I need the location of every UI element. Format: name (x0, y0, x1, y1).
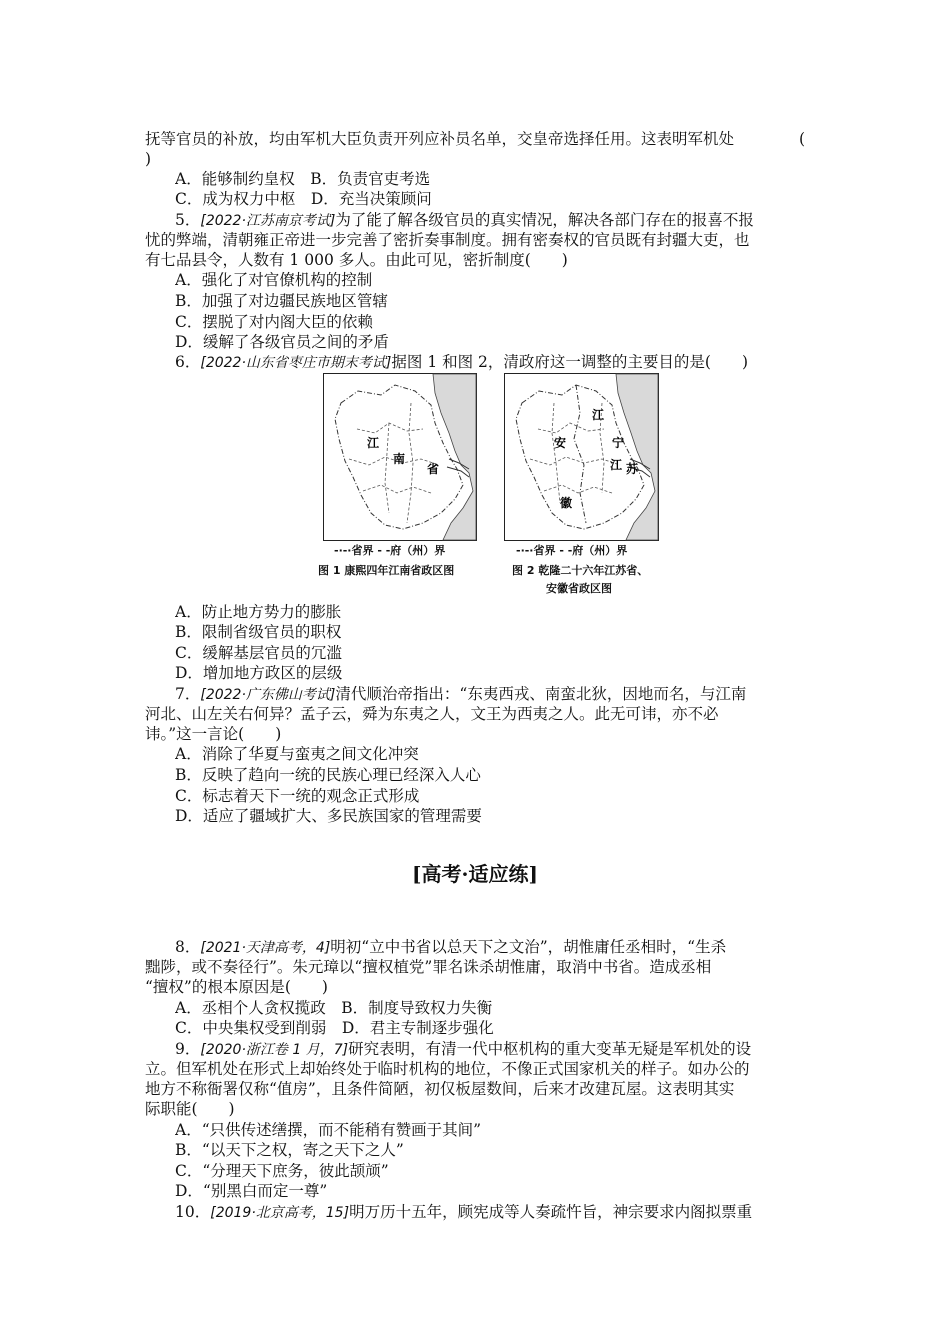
figure-2-map (504, 373, 659, 541)
map-label: 徽 (560, 496, 573, 510)
figure-1-map (323, 373, 477, 541)
option-line: B．限制省级官员的职权 (175, 623, 342, 641)
option-line: A．“只供传述缮撰，而不能稍有赞画于其间” (175, 1121, 482, 1139)
question-6-line: 6．[2022·山东省枣庄市期末考试]据图 1 和图 2，清政府这一调整的主要目的是( ) (175, 353, 748, 371)
text-line: 际职能( ) (145, 1100, 235, 1118)
question-source: [2022·广东佛山考试] (200, 687, 336, 703)
question-5-line: 5．[2022·江苏南京考试]为了能了解各级官员的真实情况，解决各部门存在的报喜不报 (175, 211, 754, 229)
figure-2-caption-line1: 图 2 乾隆二十六年江苏省、 (512, 564, 649, 577)
option-line: C．缓解基层官员的冗滥 (175, 644, 342, 662)
text-line: “擅权”的根本原因是( ) (145, 978, 328, 996)
option-line: D．适应了疆域扩大、多民族国家的管理需要 (175, 807, 482, 825)
text-line: 河北、山左关右何异？孟子云，舜为东夷之人，文王为西夷之人。此无可讳，亦不必 (145, 705, 719, 723)
figure-1-caption: 图 1 康熙四年江南省政区图 (318, 564, 455, 577)
question-source: [2022·江苏南京考试] (200, 213, 336, 229)
question-source: [2022·山东省枣庄市期末考试] (200, 355, 392, 371)
text-line: 地方不称衙署仅称“值房”，且条件简陋，初仅板屋数间，后来才改建瓦屋。这表明其实 (145, 1080, 735, 1098)
option-line: A．消除了华夏与蛮夷之间文化冲突 (175, 745, 419, 763)
map-label: 安 (554, 436, 567, 450)
option-line: A．丞相个人贪权揽政 B．制度导致权力失衡 (175, 999, 493, 1017)
text-line: 有七品县令，人数有 1 000 多人。由此可见，密折制度( ) (145, 251, 568, 269)
question-source: [2019·北京高考，15] (210, 1205, 350, 1221)
option-line: C．摆脱了对内阁大臣的依赖 (175, 313, 373, 331)
map-label: 苏 (626, 462, 639, 476)
figure-2-legend: -·-·省界 - -府（州）界 (516, 544, 628, 557)
map-label: 省 (427, 462, 440, 476)
option-line: C．成为权力中枢 D．充当决策顾问 (175, 190, 432, 208)
text-line: 忧的弊端，清朝雍正帝进一步完善了密折奏事制度。拥有密奏权的官员既有封疆大吏，也 (145, 231, 750, 249)
question-source: [2020·浙江卷 1 月，7] (200, 1042, 349, 1058)
option-line: B．“以天下之权，寄之天下之人” (175, 1141, 404, 1159)
option-line: A．防止地方势力的膨胀 (175, 603, 342, 621)
text-line: 立。但军机处在形式上却始终处于临时机构的地位，不像正式国家机关的样子。如办公的 (145, 1060, 750, 1078)
question-8-line: 8．[2021·天津高考，4]明初“立中书省以总天下之文治”，胡惟庸任丞相时，“生杀 (175, 938, 727, 956)
text-line: 讳。”这一言论( ) (145, 725, 282, 743)
question-10-line: 10．[2019·北京高考，15]明万历十五年，顾宪成等人奏疏忤旨，神宗要求内阁拟票重 (175, 1203, 753, 1221)
answer-bracket-open: ( (798, 130, 805, 148)
option-line: A．强化了对官僚机构的控制 (175, 271, 373, 289)
question-source: [2021·天津高考，4] (200, 940, 331, 956)
map-jiangsu-anhui-svg (504, 373, 659, 541)
figure-2-caption-line2: 安徽省政区图 (546, 582, 612, 595)
option-line: C．标志着天下一统的观念正式形成 (175, 787, 420, 805)
option-line: D．“别黑白而定一尊” (175, 1182, 328, 1200)
option-line: A．能够制约皇权 B．负责官吏考选 (175, 170, 431, 188)
map-label: 江 (592, 408, 605, 422)
map-label: 江 (367, 436, 380, 450)
map-label: 南 (393, 452, 406, 466)
option-line: D．增加地方政区的层级 (175, 664, 343, 682)
option-line: C．中央集权受到削弱 D．君主专制逐步强化 (175, 1019, 494, 1037)
option-line: B．反映了趋向一统的民族心理已经深入人心 (175, 766, 481, 784)
text-line: ) (145, 150, 152, 168)
map-label: 江 (610, 458, 623, 472)
option-line: C．“分理天下庶务，彼此颉颃” (175, 1162, 389, 1180)
map-label: 宁 (612, 436, 625, 450)
text-line: 黜陟，或不奏径行”。朱元璋以“擅权植党”罪名诛杀胡惟庸，取消中书省。造成丞相 (145, 958, 712, 976)
figure-1-legend: -·-·省界 - -府（州）界 (334, 544, 446, 557)
question-7-line: 7．[2022·广东佛山考试]清代顺治帝指出：“东夷西戎、南蛮北狄，因地而名，与江南 (175, 685, 747, 703)
question-9-line: 9．[2020·浙江卷 1 月，7]研究表明，有清一代中枢机构的重大变革无疑是军机处的设 (175, 1040, 752, 1058)
option-line: B．加强了对边疆民族地区管辖 (175, 292, 388, 310)
map-jiangnan-svg (323, 373, 477, 541)
text-line: 抚等官员的补放，均由军机大臣负责开列应补员名单，交皇帝选择任用。这表明军机处 ( (145, 130, 805, 148)
section-title: [高考·适应练] (412, 862, 538, 886)
option-line: D．缓解了各级官员之间的矛盾 (175, 333, 389, 351)
